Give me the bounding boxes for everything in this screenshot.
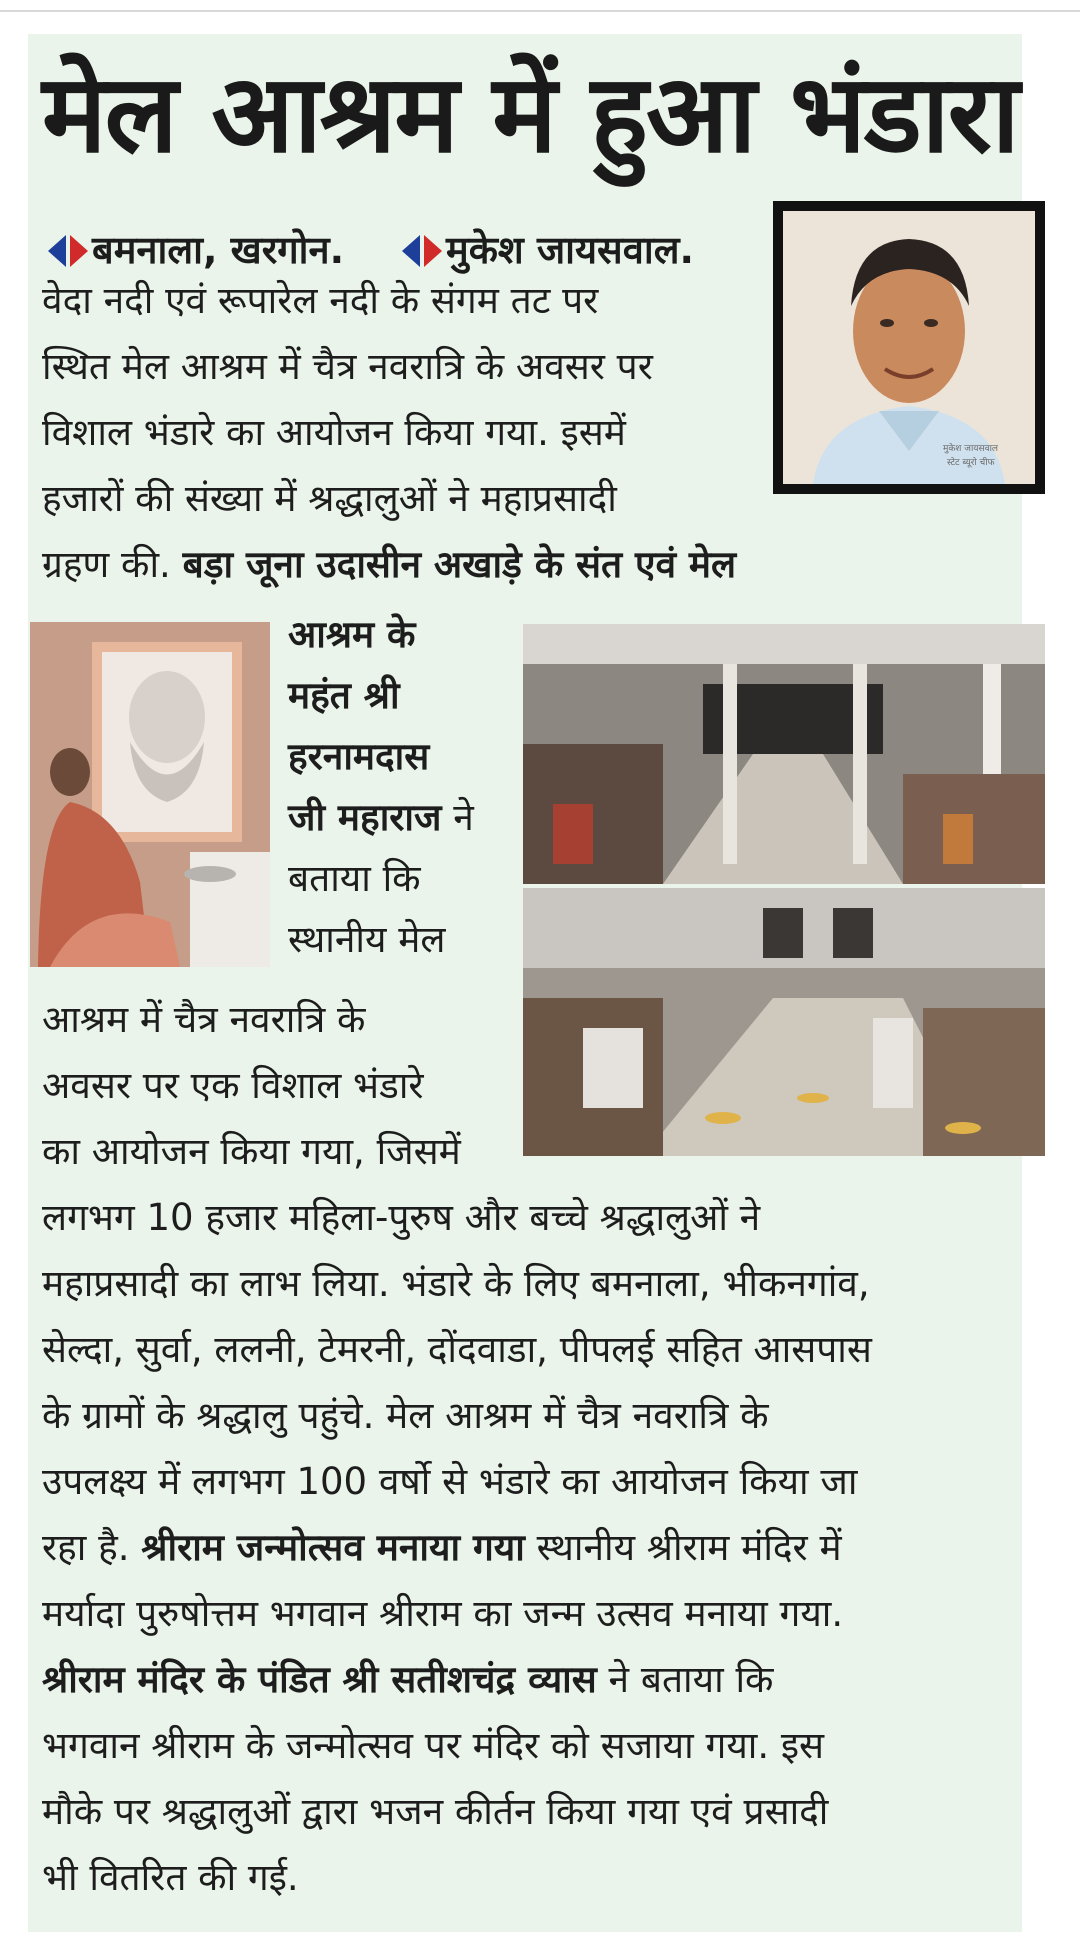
text-line: आश्रम में चैत्र नवरात्रि के — [42, 998, 366, 1041]
text-line: हजारों की संख्या में श्रद्धालुओं ने महाप्रसादी — [42, 477, 617, 520]
text-bold: जी महाराज — [288, 796, 442, 839]
text-line: मौके पर श्रद्धालुओं द्वारा भजन कीर्तन किया गया एवं प्रसादी — [42, 1790, 829, 1833]
text-line: का आयोजन किया गया, जिसमें — [42, 1130, 461, 1173]
text-plain: ने — [441, 796, 474, 839]
reporter-photo — [783, 211, 1035, 484]
text-line: उपलक्ष्य में लगभग 100 वर्षो से भंडारे का आयोजन किया जा — [42, 1460, 858, 1503]
text-line — [288, 663, 400, 729]
text-line: मर्यादा पुरुषोत्तम भगवान श्रीराम का जन्म उत्सव मनाया गया. — [42, 1592, 844, 1635]
subheading-bold: श्रीराम जन्मोत्सव मनाया गया — [141, 1526, 525, 1569]
text-line — [42, 1515, 842, 1581]
text-line — [288, 785, 474, 851]
text-plain: रहा है. — [42, 1526, 142, 1569]
text-bold: आश्रम के — [288, 613, 416, 656]
text-bold: श्रीराम मंदिर के पंडित श्री सतीशचंद्र व्यास — [42, 1658, 597, 1701]
text-line — [288, 602, 415, 668]
text-line: स्थित मेल आश्रम में चैत्र नवरात्रि के अवसर पर — [42, 345, 653, 388]
text-line: लगभग 10 हजार महिला-पुरुष और बच्चे श्रद्धालुओं ने — [42, 1196, 761, 1239]
text-line: भी वितरित की गई. — [42, 1856, 299, 1899]
text-line: अवसर पर एक विशाल भंडारे — [42, 1064, 424, 1107]
bhandara-hall-photo — [523, 624, 1045, 884]
portrait-caption: स्टेट ब्यूरो चीफ — [947, 458, 995, 468]
reporter-photo-frame — [773, 201, 1045, 494]
headline: मेल आश्रम में हुआ भंडारा — [42, 52, 1018, 177]
text-line: बताया कि — [288, 857, 421, 900]
text-line: स्थानीय मेल — [288, 918, 446, 961]
bhandara-hall-photo — [523, 888, 1045, 1156]
text-line: के ग्रामों के श्रद्धालु पहुंचे. मेल आश्रम में चैत्र नवरात्रि के — [42, 1394, 769, 1437]
text-line: वेदा नदी एवं रूपारेल नदी के संगम तट पर — [42, 279, 599, 322]
text-line — [42, 532, 736, 598]
text-plain: ग्रहण की. — [42, 543, 183, 586]
text-plain: स्थानीय श्रीराम मंदिर में — [524, 1526, 842, 1569]
text-bold: हरनामदास — [288, 735, 430, 778]
text-line — [288, 724, 429, 790]
text-line — [42, 1647, 773, 1713]
text-plain: ने बताया कि — [596, 1658, 774, 1701]
byline-reporter-text: मुकेश जायसवाल. — [446, 228, 694, 272]
text-line: विशाल भंडारे का आयोजन किया गया. इसमें — [42, 411, 626, 454]
portrait-caption: मुकेश जायसवाल — [943, 444, 999, 454]
text-bold: बड़ा जूना उदासीन अखाड़े के संत एवं मेल — [182, 543, 737, 586]
text-line: सेल्दा, सुर्वा, ललनी, टेमरनी, दोंदवाडा, पीपलई सहित आसपास — [42, 1328, 872, 1371]
byline-location-text: बमनाला, खरगोन. — [92, 228, 345, 272]
saint-photo — [30, 622, 270, 967]
text-line: महाप्रसादी का लाभ लिया. भंडारे के लिए बमनाला, भीकनगांव, — [42, 1262, 870, 1305]
text-bold: महंत श्री — [288, 674, 400, 717]
text-line: भगवान श्रीराम के जन्मोत्सव पर मंदिर को सजाया गया. इस — [42, 1724, 825, 1767]
top-rule — [0, 10, 1080, 12]
